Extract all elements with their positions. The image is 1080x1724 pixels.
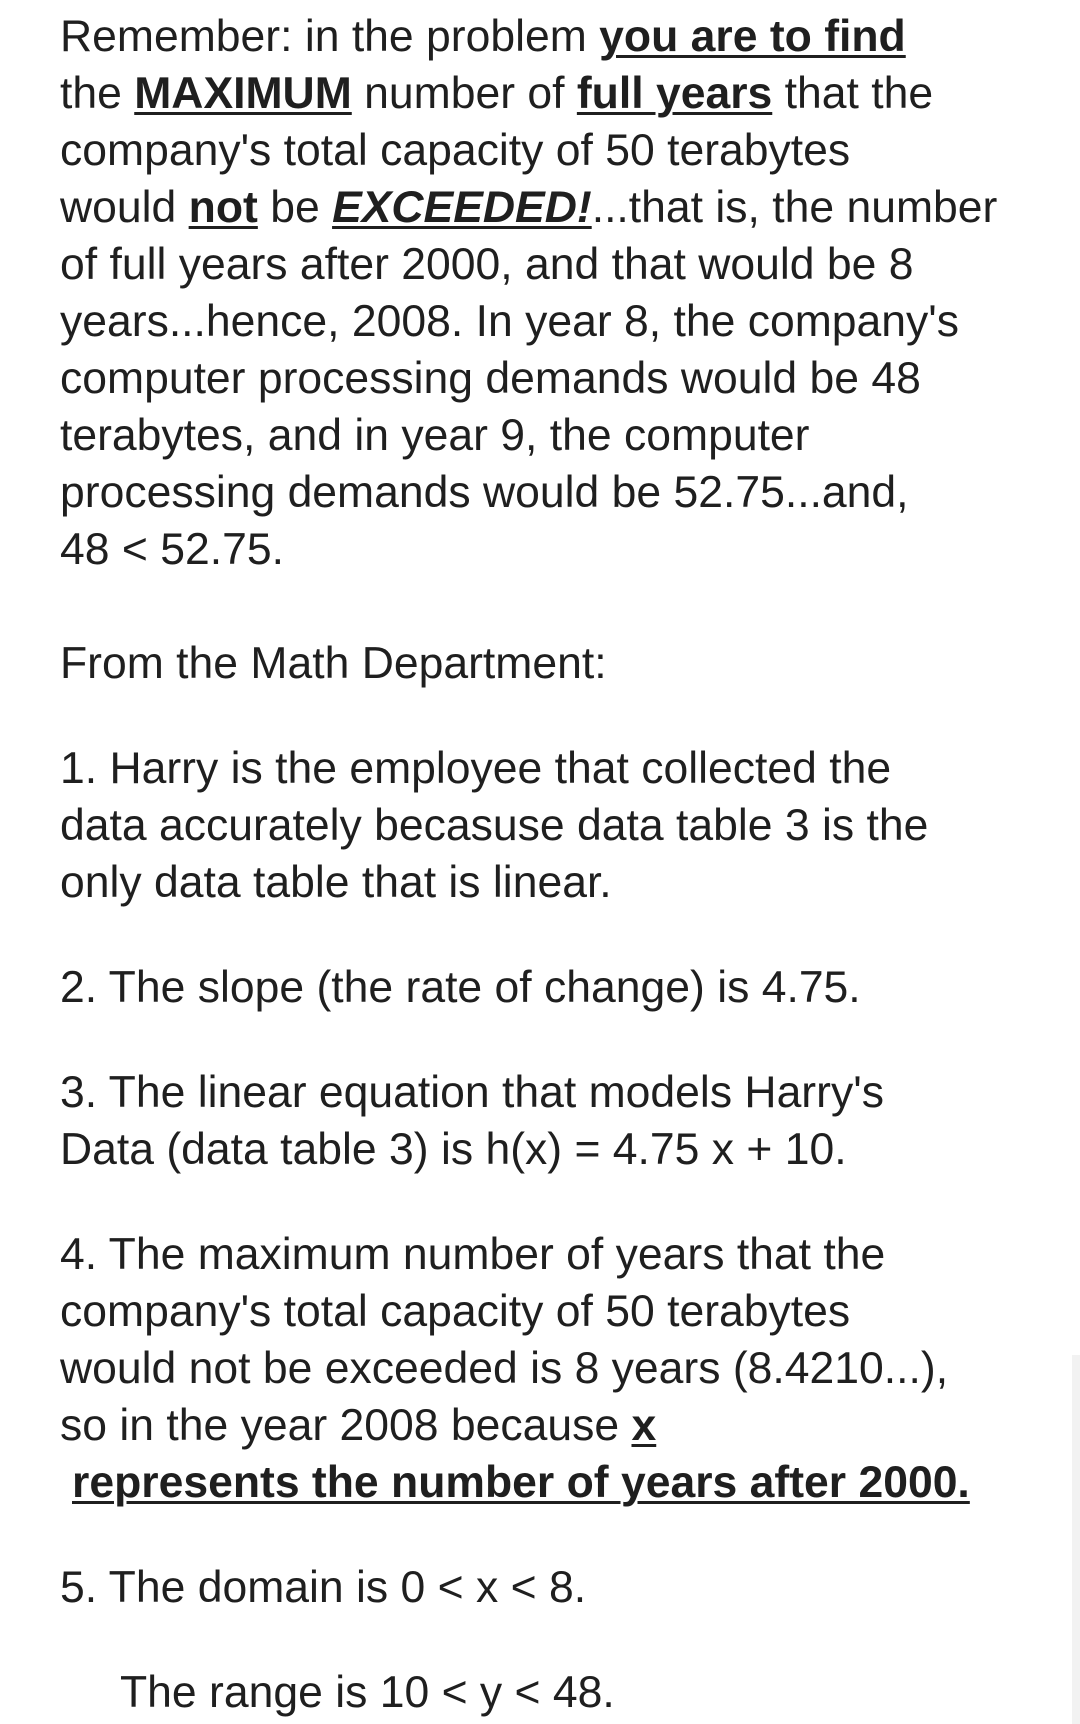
item-4-line-3: would not be exceeded is 8 years (8.4210...), [60, 1344, 949, 1393]
item-3-line-1: 3. The linear equation that models Harry's [60, 1068, 884, 1117]
emphasis-find: you are to find [599, 12, 906, 61]
item-1-line-1: 1. Harry is the employee that collected the [60, 744, 892, 793]
scroll-edge-shade [1072, 1355, 1080, 1724]
item-2-line-1: 2. The slope (the rate of change) is 4.75. [60, 963, 861, 1012]
item-5-line-2: The range is 10 < y < 48. [120, 1668, 615, 1717]
remember-line-1: Remember: in the problem you are to find [60, 12, 906, 61]
emphasis-full-years: full years [576, 69, 773, 118]
remember-line-6: years...hence, 2008. In year 8, the company's [60, 297, 960, 346]
item-1-line-3: only data table that is linear. [60, 858, 612, 907]
item-1-line-2: data accurately becasuse data table 3 is the [60, 801, 929, 850]
remember-line-7: computer processing demands would be 48 [60, 354, 921, 403]
item-4-line-5: represents the number of years after 2000. [72, 1458, 970, 1507]
remember-line-10: 48 < 52.75. [60, 525, 284, 574]
item-4-line-4: so in the year 2008 because x [60, 1401, 657, 1450]
item-3-line-2: Data (data table 3) is h(x) = 4.75 x + 10. [60, 1125, 847, 1174]
remember-line-8: terabytes, and in year 9, the computer [60, 411, 810, 460]
remember-line-4: would not be EXCEEDED!...that is, the number [60, 183, 998, 232]
item-5-line-1: 5. The domain is 0 < x < 8. [60, 1563, 587, 1612]
emphasis-x: x [631, 1401, 657, 1450]
remember-line-3: company's total capacity of 50 terabytes [60, 126, 851, 175]
remember-line-9: processing demands would be 52.75...and, [60, 468, 909, 517]
remember-line-5: of full years after 2000, and that would be 8 [60, 240, 914, 289]
item-4-line-1: 4. The maximum number of years that the [60, 1230, 886, 1279]
emphasis-exceeded: EXCEEDED! [332, 183, 592, 232]
emphasis-maximum: MAXIMUM [134, 69, 352, 118]
emphasis-not: not [188, 183, 258, 232]
document-body [60, 8, 1060, 1721]
item-4-line-2: company's total capacity of 50 terabytes [60, 1287, 851, 1336]
remember-line-2: the MAXIMUM number of full years that the [60, 69, 934, 118]
section-heading: From the Math Department: [60, 639, 607, 688]
